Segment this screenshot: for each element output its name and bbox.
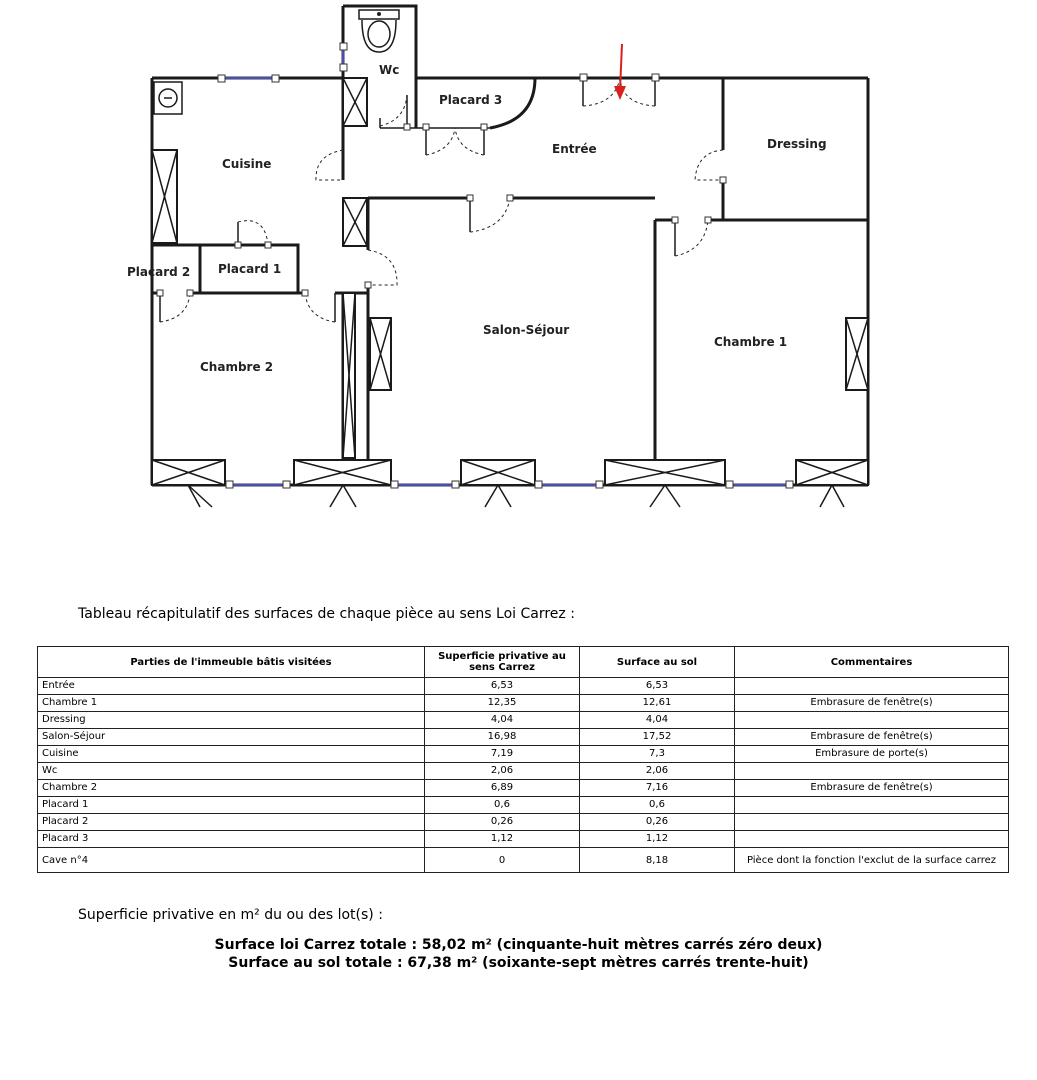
surface-table	[37, 646, 1009, 873]
room-label-chambre2: Chambre 2	[200, 360, 274, 374]
room-label-entree: Entrée	[552, 142, 597, 156]
entry-arrow-icon	[614, 44, 626, 100]
cell-carrez: 0	[425, 848, 580, 873]
cell-carrez: 16,98	[425, 729, 580, 746]
cell-sol: 17,52	[580, 729, 735, 746]
cell-carrez: 1,12	[425, 831, 580, 848]
table-header-row	[38, 647, 1009, 678]
col-header-part: Parties de l'immeuble bâtis visitées	[38, 647, 425, 678]
cell-sol: 4,04	[580, 712, 735, 729]
cell-part: Placard 1	[38, 797, 425, 814]
cell-carrez: 6,53	[425, 678, 580, 695]
cell-comment	[735, 678, 1009, 695]
table-row	[38, 780, 1009, 797]
table-row	[38, 729, 1009, 746]
table-row	[38, 746, 1009, 763]
lot-surface-label: Superficie privative en m² du ou des lot(s) :	[78, 907, 383, 923]
cell-part: Salon-Séjour	[38, 729, 425, 746]
cell-comment	[735, 831, 1009, 848]
cell-carrez: 0,6	[425, 797, 580, 814]
total-carrez: Surface loi Carrez totale : 58,02 m² (cinquante-huit mètres carrés zéro deux)	[214, 937, 823, 953]
table-row	[38, 848, 1009, 873]
col-header-comment: Commentaires	[735, 647, 1009, 678]
windows	[218, 43, 793, 488]
room-label-salon: Salon-Séjour	[483, 323, 570, 337]
cell-carrez: 7,19	[425, 746, 580, 763]
cell-sol: 2,06	[580, 763, 735, 780]
room-label-cuisine: Cuisine	[222, 157, 272, 171]
cell-part: Cuisine	[38, 746, 425, 763]
cell-sol: 0,26	[580, 814, 735, 831]
cell-part: Chambre 2	[38, 780, 425, 797]
cell-part: Entrée	[38, 678, 425, 695]
cell-comment: Embrasure de fenêtre(s)	[735, 780, 1009, 797]
cell-part: Placard 2	[38, 814, 425, 831]
cell-carrez: 4,04	[425, 712, 580, 729]
cell-comment: Embrasure de fenêtre(s)	[735, 729, 1009, 746]
table-body	[38, 678, 1009, 873]
table-row	[38, 814, 1009, 831]
cell-part: Placard 3	[38, 831, 425, 848]
cell-carrez: 12,35	[425, 695, 580, 712]
room-label-placard2: Placard 2	[127, 265, 191, 279]
cell-comment: Embrasure de porte(s)	[735, 746, 1009, 763]
table-row	[38, 797, 1009, 814]
table-row	[38, 678, 1009, 695]
table-row	[38, 712, 1009, 729]
table-row	[38, 831, 1009, 848]
cell-sol: 1,12	[580, 831, 735, 848]
cell-sol: 7,16	[580, 780, 735, 797]
totals-block	[0, 936, 1037, 972]
cell-comment: Pièce dont la fonction l'exclut de la surface carrez	[735, 848, 1009, 873]
wc-toilet-icon	[359, 10, 399, 52]
cell-part: Wc	[38, 763, 425, 780]
cell-comment	[735, 814, 1009, 831]
room-label-placard3: Placard 3	[439, 93, 503, 107]
room-label-dressing: Dressing	[767, 137, 827, 151]
cell-part: Cave n°4	[38, 848, 425, 873]
room-label-placard1: Placard 1	[218, 262, 282, 276]
summary-intro: Tableau récapitulatif des surfaces de chaque pièce au sens Loi Carrez :	[78, 606, 575, 622]
cell-comment	[735, 763, 1009, 780]
boiler-icon	[154, 82, 182, 114]
radiators	[152, 78, 868, 485]
table-row	[38, 763, 1009, 780]
cell-sol: 12,61	[580, 695, 735, 712]
total-sol: Surface au sol totale : 67,38 m² (soixante-sept mètres carrés trente-huit)	[228, 955, 809, 971]
col-header-carrez: Superficie privative au sens Carrez	[425, 647, 580, 678]
cell-sol: 0,6	[580, 797, 735, 814]
table-row	[38, 695, 1009, 712]
col-header-sol: Surface au sol	[580, 647, 735, 678]
cell-sol: 6,53	[580, 678, 735, 695]
cell-carrez: 2,06	[425, 763, 580, 780]
cell-comment: Embrasure de fenêtre(s)	[735, 695, 1009, 712]
cell-carrez: 0,26	[425, 814, 580, 831]
room-label-wc: Wc	[379, 63, 400, 77]
cell-part: Dressing	[38, 712, 425, 729]
cell-part: Chambre 1	[38, 695, 425, 712]
cell-sol: 7,3	[580, 746, 735, 763]
cell-sol: 8,18	[580, 848, 735, 873]
cell-comment	[735, 797, 1009, 814]
room-label-chambre1: Chambre 1	[714, 335, 788, 349]
cell-carrez: 6,89	[425, 780, 580, 797]
cell-comment	[735, 712, 1009, 729]
